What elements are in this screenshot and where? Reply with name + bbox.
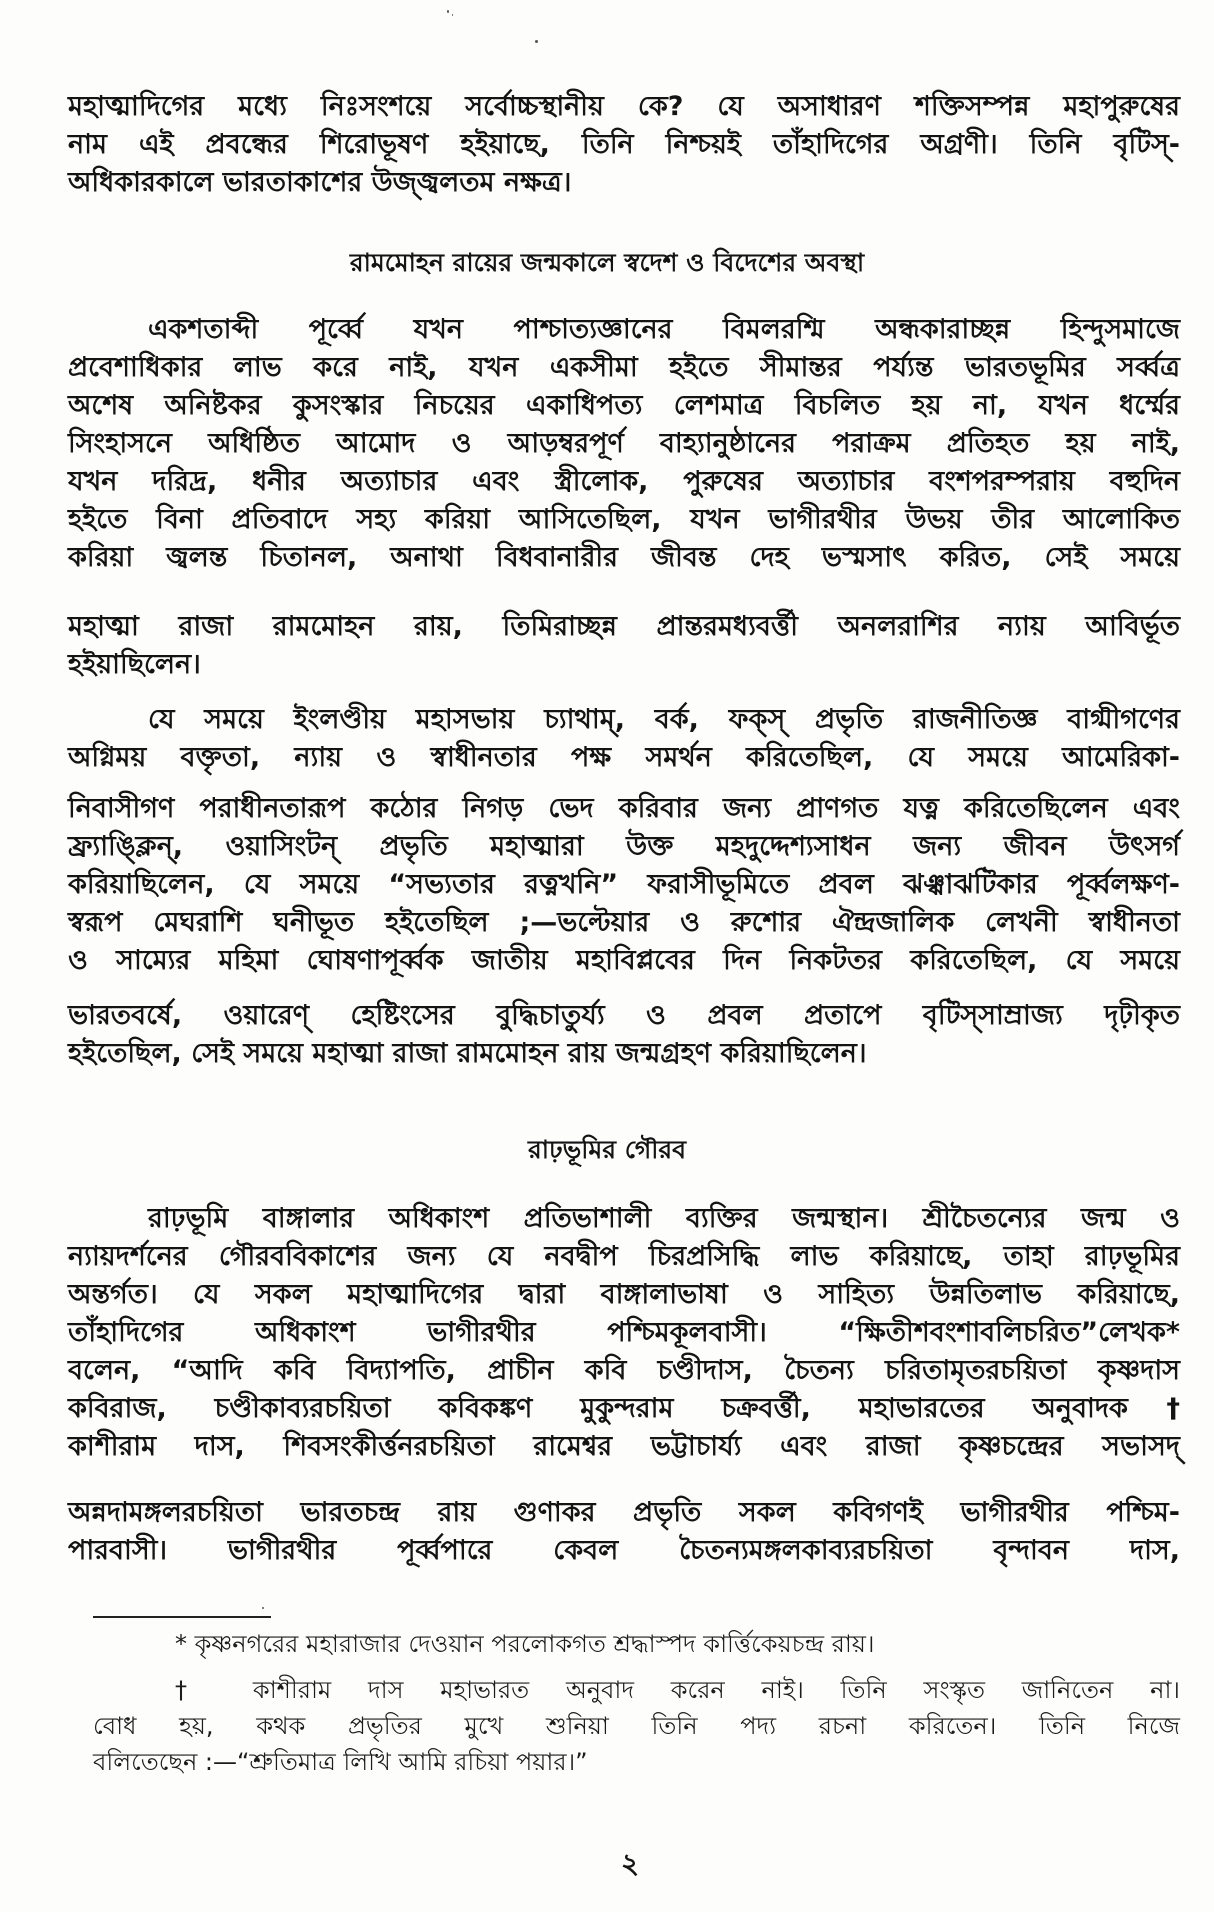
intro-line: নাম এই প্রবন্ধের শিরোভূষণ হইয়াছে, তিনি নিশ্চয়ই তাঁহাদিগের অগ্রণী। তিনি বৃটিস্-	[68, 129, 1180, 160]
paragraph-line: অগ্নিময় বক্তৃতা, ন্যায় ও স্বাধীনতার পক্ষ সমর্থন করিতেছিল, যে সময়ে আমেরিকা-	[68, 742, 1180, 773]
paragraph-line: মহাত্মা রাজা রামমোহন রায়, তিমিরাচ্ছন্ন প্রান্তরমধ্যবর্ত্তী অনলরাশির ন্যায় আবির্ভূত	[68, 611, 1180, 642]
paragraph-line: ন্যায়দর্শনের গৌরববিকাশের জন্য যে নবদ্বীপ চিরপ্রসিদ্ধি লাভ করিয়াছে, তাহা রাঢ়ভূমির	[68, 1241, 1180, 1272]
section-heading: রাঢ়ভূমির গৌরব	[527, 1135, 687, 1164]
paragraph-line: স্বরূপ মেঘরাশি ঘনীভূত হইতেছিল ;—ভল্টেয়ার ও রুশোর ঐন্দ্রজালিক লেখনী স্বাধীনতা	[68, 907, 1180, 938]
footnote-dagger: বোধ হয়, কথক প্রভৃতির মুখে শুনিয়া তিনি পদ্য রচনা করিতেন। তিনি নিজে	[93, 1712, 1180, 1740]
paragraph-line: অশেষ অনিষ্টকর কুসংস্কার নিচয়ের একাধিপত্য লেশমাত্র বিচলিত হয় না, যখন ধর্ম্মের	[68, 390, 1180, 421]
paragraph-line: একশতাব্দী পূর্ব্বে যখন পাশ্চাত্যজ্ঞানের বিমলরশ্মি অন্ধকারাচ্ছন্ন হিন্দুসমাজে	[148, 314, 1180, 345]
footnote-dagger: † কাশীরাম দাস মহাভারত অনুবাদ করেন নাই। তিনি সংস্কৃত জানিতেন না।	[175, 1676, 1180, 1704]
paragraph-line: ফ্র্যাঙ্ক্লিন্, ওয়াসিংটন্ প্রভৃতি মহাত্মারা উক্ত মহদুদ্দেশ্যসাধন জন্য জীবন উৎসর্গ	[68, 831, 1180, 862]
paragraph-line: রাঢ়ভূমি বাঙ্গালার অধিকাংশ প্রতিভাশালী ব্যক্তির জন্মস্থান। শ্রীচৈতন্যের জন্ম ও	[148, 1203, 1180, 1234]
footnote-dagger: বলিতেছেন :—“শ্রুতিমাত্র লিখি আমি রচিয়া পয়ার।”	[93, 1748, 588, 1776]
paragraph-line: ভারতবর্ষে, ওয়ারেণ্ হেষ্টিংসের বুদ্ধিচাতুর্য্য ও প্রবল প্রতাপে বৃটিস্সাম্রাজ্য দৃঢ়ীকৃত	[68, 1000, 1180, 1031]
paragraph-line: অন্নদামঙ্গলরচয়িতা ভারতচন্দ্র রায় গুণাকর প্রভৃতি সকল কবিগণই ভাগীরথীর পশ্চিম-	[68, 1497, 1180, 1528]
paragraph-line: কাশীরাম দাস, শিবসংকীর্ত্তনরচয়িতা রামেশ্বর ভট্টাচার্য্য এবং রাজা কৃষ্ণচন্দ্রের সভাসদ্	[68, 1431, 1180, 1462]
paragraph-line: অন্তর্গত। যে সকল মহাত্মাদিগের দ্বারা বাঙ্গালাভাষা ও সাহিত্য উন্নতিলাভ করিয়াছে,	[68, 1279, 1180, 1310]
paragraph-line: বলেন, “আদি কবি বিদ্যাপতি, প্রাচীন কবি চণ্ডীদাস, চৈতন্য চরিতামৃতরচয়িতা কৃষ্ণদাস	[68, 1355, 1180, 1386]
paragraph-line: হইয়াছিলেন।	[68, 649, 201, 680]
intro-line: অধিকারকালে ভারতাকাশের উজ্জ্বলতম নক্ষত্র।	[68, 167, 572, 198]
paragraph-line: হইতে বিনা প্রতিবাদে সহ্য করিয়া আসিতেছিল, যখন ভাগীরথীর উভয় তীর আলোকিত	[68, 504, 1180, 535]
paragraph-line: হইতেছিল, সেই সময়ে মহাত্মা রাজা রামমোহন রায় জন্মগ্রহণ করিয়াছিলেন।	[68, 1038, 867, 1069]
paragraph-line: সিংহাসনে অধিষ্ঠিত আমোদ ও আড়ম্বরপূর্ণ বাহ্যানুষ্ঠানের পরাক্রম প্রতিহত হয় নাই,	[68, 428, 1180, 459]
paragraph-line: তাঁহাদিগের অধিকাংশ ভাগীরথীর পশ্চিমকূলবাসী। “ক্ষিতীশবংশাবলিচরিত”লেখক*	[68, 1317, 1180, 1348]
paragraph-line: পারবাসী। ভাগীরথীর পূর্ব্বপারে কেবল চৈতন্যমঙ্গলকাব্যরচয়িতা বৃন্দাবন দাস,	[68, 1535, 1180, 1566]
footnote-asterisk: * কৃষ্ণনগরের মহারাজার দেওয়ান পরলোকগত শ্রদ্ধাস্পদ কার্ত্তিকেয়চন্দ্র রায়।	[175, 1630, 875, 1658]
paragraph-line: প্রবেশাধিকার লাভ করে নাই, যখন একসীমা হইতে সীমান্তর পর্য্যন্ত ভারতভূমির সর্ব্বত্র	[68, 352, 1180, 383]
paragraph-line: ও সাম্যের মহিমা ঘোষণাপূর্ব্বক জাতীয় মহাবিপ্লবের দিন নিকটতর করিতেছিল, যে সময়ে	[68, 945, 1180, 976]
footnote-divider	[93, 1616, 271, 1618]
paragraph-line: করিয়া জ্বলন্ত চিতানল, অনাথা বিধবানারীর জীবন্ত দেহ ভস্মসাৎ করিত, সেই সময়ে	[68, 542, 1180, 573]
paragraph-line: নিবাসীগণ পরাধীনতারূপ কঠোর নিগড় ভেদ করিবার জন্য প্রাণগত যত্ন করিতেছিলেন এবং	[68, 793, 1180, 824]
paragraph-line: কবিরাজ, চণ্ডীকাব্যরচয়িতা কবিকঙ্কণ মুকুন্দরাম চক্রবর্ত্তী, মহাভারতের অনুবাদক†	[68, 1393, 1180, 1424]
section-heading: রামমোহন রায়ের জন্মকালে স্বদেশ ও বিদেশের অবস্থা	[349, 248, 865, 277]
paragraph-line: করিয়াছিলেন, যে সময়ে “সভ্যতার রত্নখনি” ফরাসীভূমিতে প্রবল ঝঞ্ঝাঝটিকার পূর্ব্বলক্ষণ-	[68, 869, 1180, 900]
page-number: ২	[620, 1847, 640, 1880]
paragraph-line: যখন দরিদ্র, ধনীর অত্যাচার এবং স্ত্রীলোক, পুরুষের অত্যাচার বংশপরম্পরায় বহুদিন	[68, 466, 1180, 497]
intro-line: মহাত্মাদিগের মধ্যে নিঃসংশয়ে সর্বোচ্চস্থানীয় কে? যে অসাধারণ শক্তিসম্পন্ন মহাপুরুষের	[68, 91, 1180, 122]
paragraph-line: যে সময়ে ইংলণ্ডীয় মহাসভায় চ্যাথাম্, বর্ক, ফক্স্ প্রভৃতি রাজনীতিজ্ঞ বাগ্মীগণের	[148, 704, 1180, 735]
